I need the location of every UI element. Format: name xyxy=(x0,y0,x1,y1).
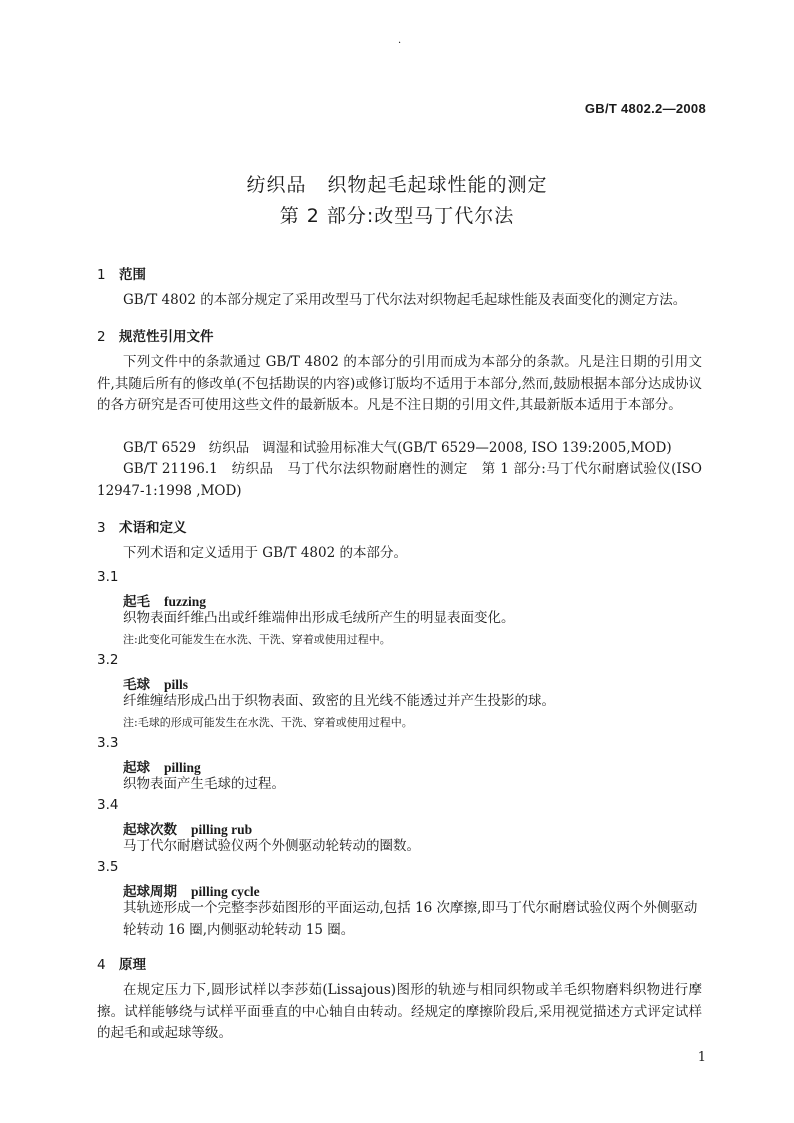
term-title: 起球次数 pilling rub xyxy=(123,822,253,838)
page-number: 1 xyxy=(697,1050,706,1065)
term-definition: 其轨迹形成一个完整李莎茹图形的平面运动,包括 16 次摩擦,即马丁代尔耐磨试验仪两个外侧驱动轮转动 16 圈,内侧驱动轮转动 15 圈。 xyxy=(123,900,698,938)
term-definition: 织物表面纤维凸出或纤维端伸出形成毛绒所产生的明显表面变化。 xyxy=(123,610,515,626)
term-number: 3.2 xyxy=(97,652,119,668)
section-2-heading: 2 规范性引用文件 xyxy=(97,329,214,345)
section-2-text: 下列文件中的条款通过 GB/T 4802 的本部分的引用而成为本部分的条款。凡是注日期的引用文件,其随后所有的修改单(不包括勘误的内容)或修订版均不适用于本部分,然而,鼓励根据本部分达成协议的各方研究是否可使用这些文件的最新版本。凡是不注日期的引用文件,其最新版本适用于本部分。 xyxy=(97,354,702,413)
term-title: 起毛 fuzzing xyxy=(123,594,206,610)
reference-gbt6529: GB/T 6529 纺织品 调湿和试验用标准大气(GB/T 6529—2008, ISO 139:2005,MOD) xyxy=(123,440,672,456)
term-number: 3.1 xyxy=(97,569,119,585)
section-1-heading: 1 范围 xyxy=(97,267,146,283)
term-note: 注:此变化可能发生在水洗、干洗、穿着或使用过程中。 xyxy=(123,633,391,646)
term-title: 起球周期 pilling cycle xyxy=(123,884,260,900)
term-number: 3.4 xyxy=(97,797,119,813)
standard-number: GB/T 4802.2—2008 xyxy=(584,101,706,116)
term-definition: 马丁代尔耐磨试验仪两个外侧驱动轮转动的圈数。 xyxy=(123,838,420,854)
section-4-heading: 4 原理 xyxy=(97,957,146,973)
section-3-heading: 3 术语和定义 xyxy=(97,520,187,536)
term-note: 注:毛球的形成可能发生在水洗、干洗、穿着或使用过程中。 xyxy=(123,716,413,729)
term-number: 3.3 xyxy=(97,735,119,751)
section-3-text: 下列术语和定义适用于 GB/T 4802 的本部分。 xyxy=(123,545,407,561)
title-line-2: 第 2 部分:改型马丁代尔法 xyxy=(279,205,515,227)
section-4-text: 在规定压力下,圆形试样以李莎茹(Lissajous)图形的轨迹与相同织物或羊毛织物磨料织物进行摩擦。试样能够绕与试样平面垂直的中心轴自由转动。经规定的摩擦阶段后,采用视觉描述方式评定试样的起毛和或起球等级。 xyxy=(97,982,702,1041)
title-line-1: 纺织品 织物起毛起球性能的测定 xyxy=(246,174,548,196)
reference-gbt21196-1: GB/T 21196.1 纺织品 马丁代尔法织物耐磨性的测定 第 1 部分:马丁代尔耐磨试验仪(ISO 12947-1:1998 ,MOD) xyxy=(97,461,707,499)
term-number: 3.5 xyxy=(97,859,119,875)
term-definition: 纤维缠结形成凸出于织物表面、致密的且光线不能透过并产生投影的球。 xyxy=(123,693,555,709)
section-1-text: GB/T 4802 的本部分规定了采用改型马丁代尔法对织物起毛起球性能及表面变化的测定方法。 xyxy=(123,292,687,308)
term-definition: 织物表面产生毛球的过程。 xyxy=(123,776,285,792)
scan-dot: · xyxy=(398,38,402,49)
term-title: 起球 pilling xyxy=(123,760,201,776)
term-title: 毛球 pills xyxy=(123,677,189,693)
